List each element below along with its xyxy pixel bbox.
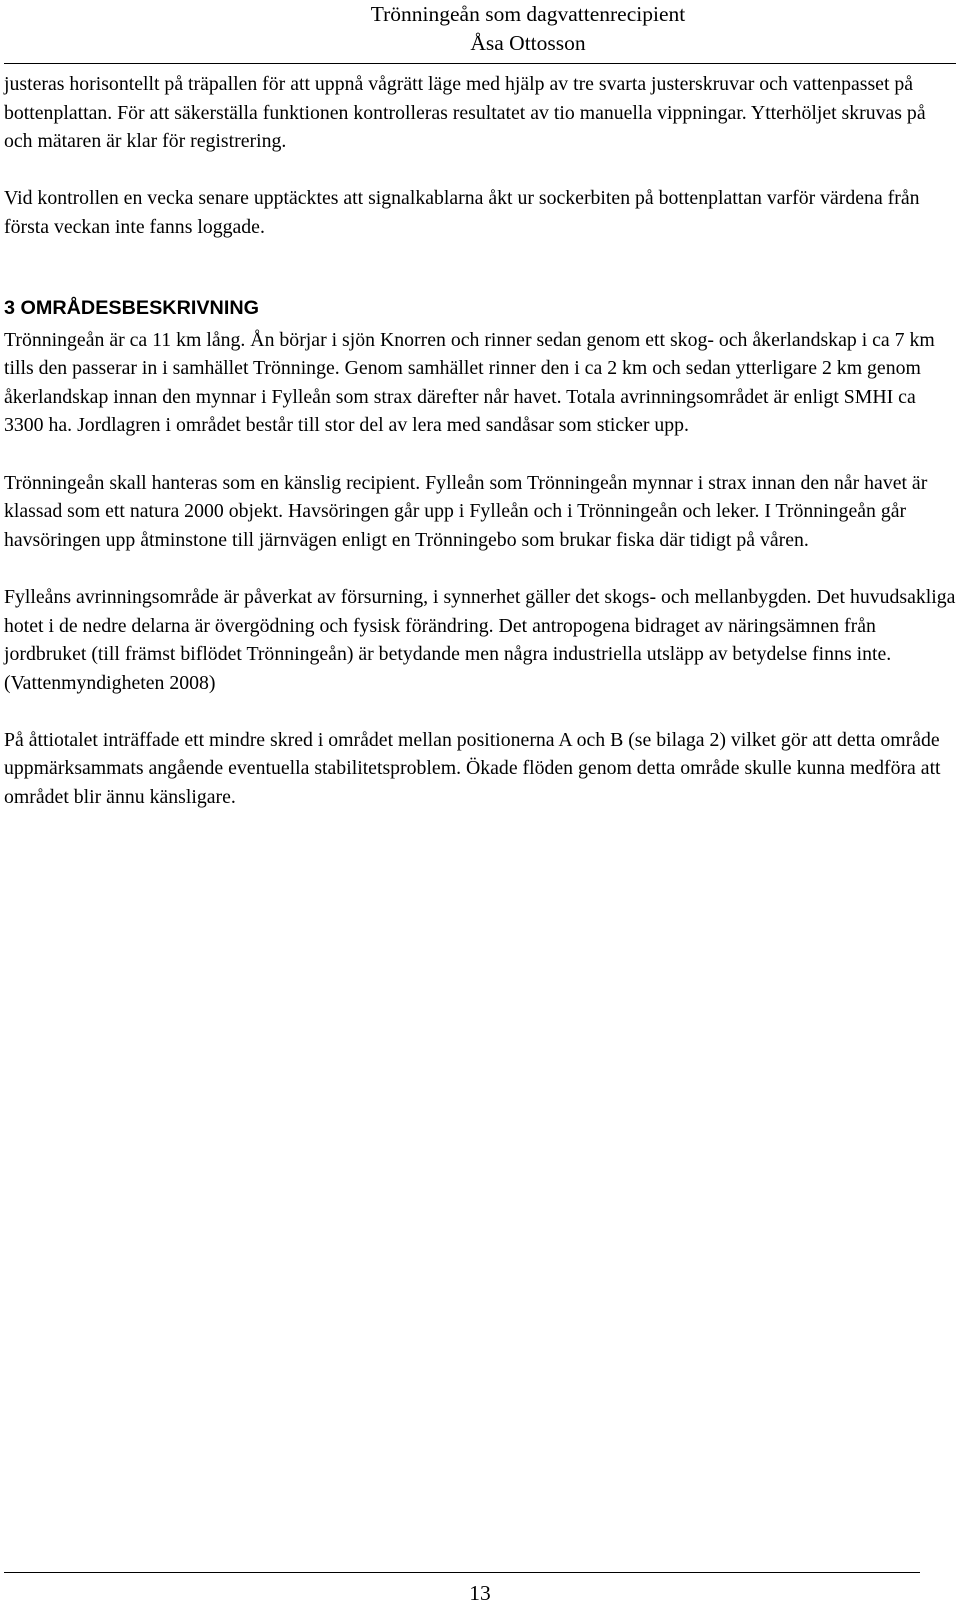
page-header: [0, 0, 960, 58]
header-author: Åsa Ottosson: [470, 31, 586, 55]
page-number: 13: [469, 1581, 491, 1605]
paragraph-catchment: Fylleåns avrinningsområde är påverkat av försurning, i synnerhet gäller det skogs- och mellanbygden. Det huvudsakliga hotet i de nedre delarna är övergödning och fysisk förändring. Det antropogena bidraget av näringsämnen från jordbruket (till främst biflödet Trönningeån) är betydande men några industriella utsläpp av betydelse finns inte. (Vattenmyndigheten 2008): [4, 585, 956, 694]
paragraph-landslide: På åttiotalet inträffade ett mindre skred i området mellan positionerna A och B (se bilaga 2) vilket gör att detta område uppmärksammats angående eventuella stabilitetsproblem. Ökade flöden genom detta område skulle kunna medföra att området blir ännu känsligare.: [4, 728, 941, 809]
section-heading: 3 OMRÅDESBESKRIVNING: [4, 296, 259, 319]
footer-divider: [4, 1572, 920, 1573]
paragraph-recipient: Trönningeån skall hanteras som en känslig recipient. Fylleån som Trönningeån mynnar i strax innan den når havet är klassad som ett natura 2000 objekt. Havsöringen går upp i Fylleån och i Trönningeån och leker. I Trönningeån går havsöringen upp åtminstone till järnvägen enligt en Trönningebo som brukar fiska där tidigt på våren.: [4, 471, 928, 551]
paragraph-area-description: Trönningeån är ca 11 km lång. Ån börjar i sjön Knorren och rinner sedan genom ett skog- och åkerlandskap i ca 7 km tills den passerar in i samhället Trönninge. Genom samhället rinner den i ca 2 km och sedan ytterligare 2 km genom åkerlandskap innan den mynnar i Fylleån som strax därefter når havet. Totala avrinningsområdet är enligt SMHI ca 3300 ha. Jordlagren i området består till stor del av lera med sandåsar som sticker upp.: [4, 328, 935, 437]
paragraph-registration: justeras horisontellt på träpallen för att uppnå vågrätt läge med hjälp av tre svarta justerskruvar och vattenpasset på bottenplattan. För att säkerställa funktionen kontrolleras resultatet av tio manuella vippningar. Ytterhöljet skruvas på och mätaren är klar för registrering.: [4, 73, 926, 153]
document-body: [4, 70, 956, 812]
paragraph-control: Vid kontrollen en vecka senare upptäcktes att signalkablarna åkt ur sockerbiten på bottenplattan varför värdena från första veckan inte fanns loggade.: [4, 187, 920, 238]
header-divider: [4, 63, 956, 64]
header-title: Trönningeån som dagvattenrecipient: [370, 2, 686, 26]
